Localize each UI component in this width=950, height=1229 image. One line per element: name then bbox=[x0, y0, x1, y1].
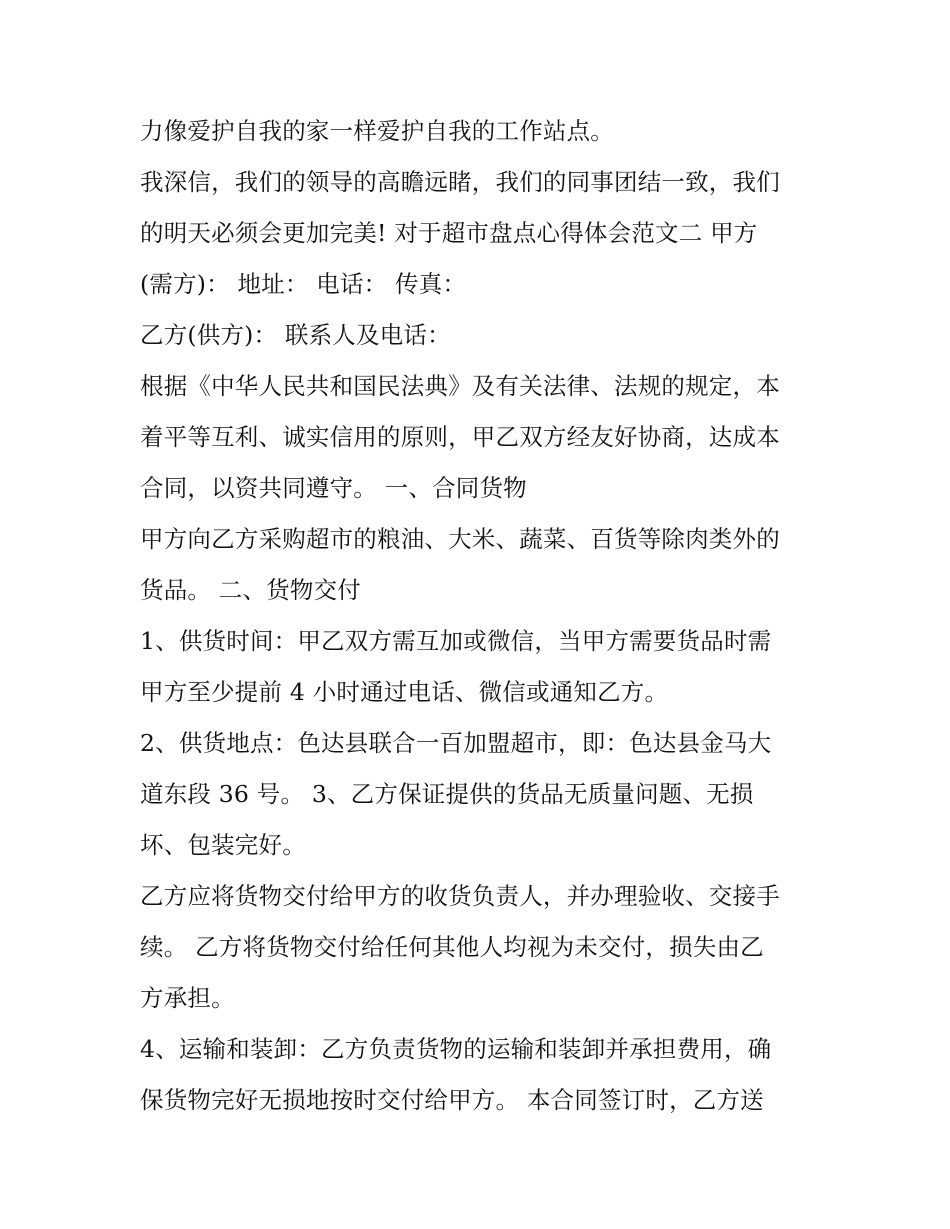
text-line: 1、供货时间：甲乙双方需互加或微信，当甲方需要货品时需 bbox=[140, 627, 772, 655]
text-line: 力像爱护自我的家一样爱护自我的工作站点。 bbox=[140, 117, 614, 145]
text-line: 甲方至少提前 4 小时通过电话、微信或通知乙方。 bbox=[140, 678, 669, 706]
text-line: 货品。 二、货物交付 bbox=[140, 576, 361, 604]
text-line: 道东段 36 号。 3、乙方保证提供的货品无质量问题、无损 bbox=[140, 780, 754, 808]
text-line: (需方)： 地址： 电话： 传真： bbox=[140, 270, 467, 298]
text-line: 我深信，我们的领导的高瞻远睹，我们的同事团结一致，我们 bbox=[140, 168, 780, 196]
text-line: 坏、包装完好。 bbox=[140, 831, 306, 859]
text-line: 根据《中华人民共和国民法典》及有关法律、法规的规定，本 bbox=[140, 372, 780, 400]
text-line: 续。 乙方将货物交付给任何其他人均视为未交付，损失由乙 bbox=[140, 933, 764, 961]
text-line: 的明天必须会更加完美! 对于超市盘点心得体会范文二 甲方 bbox=[140, 219, 758, 247]
text-line: 2、供货地点：色达县联合一百加盟超市，即：色达县金马大 bbox=[140, 729, 772, 757]
text-line: 4、运输和装卸：乙方负责货物的运输和装卸并承担费用，确 bbox=[140, 1035, 772, 1063]
text-line: 合同，以资共同遵守。 一、合同货物 bbox=[140, 474, 527, 502]
text-line: 乙方(供方)： 联系人及电话： bbox=[140, 321, 451, 349]
text-line: 着平等互利、诚实信用的原则，甲乙双方经友好协商，达成本 bbox=[140, 423, 780, 451]
text-line: 甲方向乙方采购超市的粮油、大米、蔬菜、百货等除肉类外的 bbox=[140, 525, 780, 553]
text-line: 乙方应将货物交付给甲方的收货负责人，并办理验收、交接手 bbox=[140, 882, 780, 910]
document-body bbox=[140, 106, 820, 1126]
text-line: 方承担。 bbox=[140, 984, 235, 1012]
text-line: 保货物完好无损地按时交付给甲方。 本合同签订时，乙方送 bbox=[140, 1086, 764, 1114]
